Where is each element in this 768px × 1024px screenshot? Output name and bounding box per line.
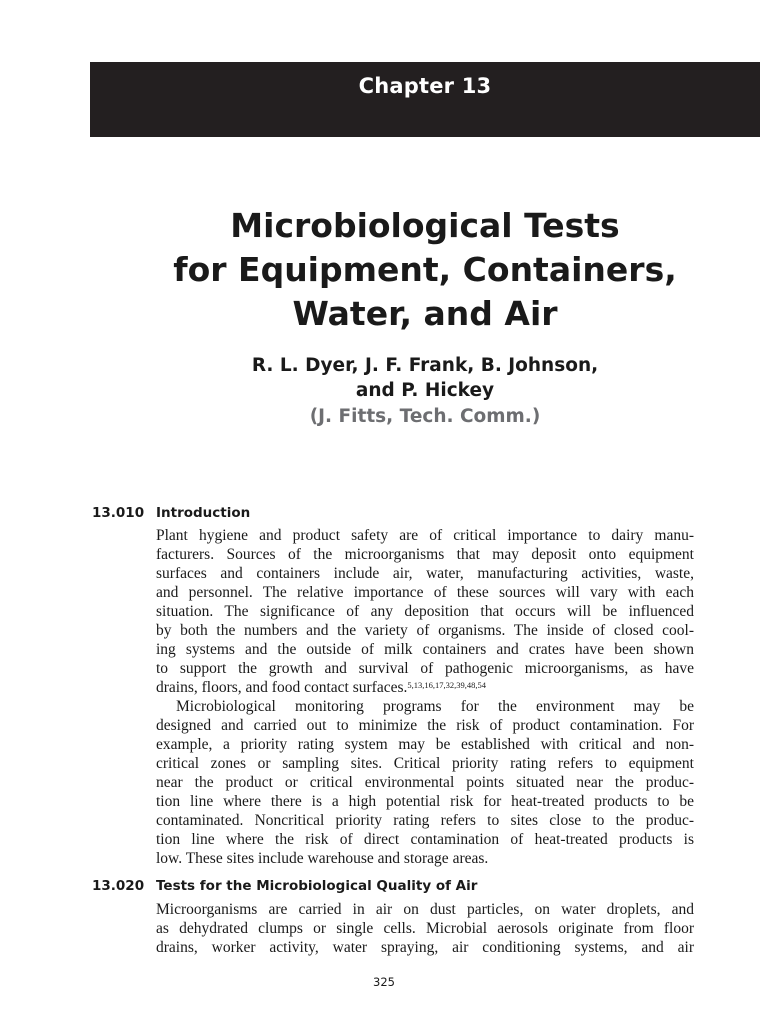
chapter-title [90,204,760,336]
body-line: tion line where the risk of direct contamination of heat-treated products is [156,831,694,848]
section-number: 13.010 [92,505,145,521]
chapter-header-bar [90,62,760,137]
chapter-title-line: for Equipment, Containers, [173,250,677,289]
reference-superscript: 5,13,16,17,32,39,48,54 [407,680,486,690]
body-line: Microbiological monitoring programs for the environment may be [176,698,694,715]
body-line: example, a priority rating system may be established with critical and non- [156,736,694,753]
body-line: critical zones or sampling sites. Critical priority rating refers to equipment [156,755,694,772]
section-number: 13.020 [92,878,145,894]
body-line: near the product or critical environmental points situated near the produc- [156,774,694,791]
section-title: Introduction [156,505,251,521]
body-line: Microorganisms are carried in air on dust particles, on water droplets, and [156,901,694,918]
body-line: contaminated. Noncritical priority rating refers to sites close to the produc- [156,812,694,829]
body-line: Plant hygiene and product safety are of critical importance to dairy manu- [156,527,694,544]
technical-committee: (J. Fitts, Tech. Comm.) [309,406,541,427]
body-line: ing systems and the outside of milk containers and crates have been shown [156,641,694,658]
chapter-title-line: Water, and Air [292,294,558,333]
authors [90,353,760,403]
body-line: surfaces and containers include air, water, manufacturing activities, waste, [156,565,694,582]
body-line-text: drains, floors, and food contact surfaces. [156,679,408,696]
body-line: by both the numbers and the variety of organisms. The inside of closed cool- [156,622,694,639]
section-title: Tests for the Microbiological Quality of Air [156,878,478,894]
section-body [156,526,694,868]
body-line: designed and carried out to minimize the risk of product contamination. For [156,717,694,734]
body-line: to support the growth and survival of pathogenic microorganisms, as have [156,660,694,677]
body-line: situation. The significance of any deposition that occurs will be influenced [156,603,694,620]
body-line: facturers. Sources of the microorganisms that may deposit onto equipment [156,546,694,563]
body-line: as dehydrated clumps or single cells. Microbial aerosols originate from floor [156,920,694,937]
chapter-label: Chapter 13 [358,74,492,98]
body-line: drains, worker activity, water spraying, air conditioning systems, and air [156,939,694,956]
authors-line: R. L. Dyer, J. F. Frank, B. Johnson, [251,355,599,376]
chapter-title-line: Microbiological Tests [230,206,620,245]
authors-line: and P. Hickey [355,380,495,401]
body-line-last [156,678,694,697]
body-line: tion line where there is a high potential risk for heat-treated products to be [156,793,694,810]
page-number: 325 [373,975,395,989]
body-line: low. These sites include warehouse and storage areas. [156,850,489,867]
body-line: and personnel. The relative importance of these sources will vary with each [156,584,694,601]
section-body [156,900,694,957]
